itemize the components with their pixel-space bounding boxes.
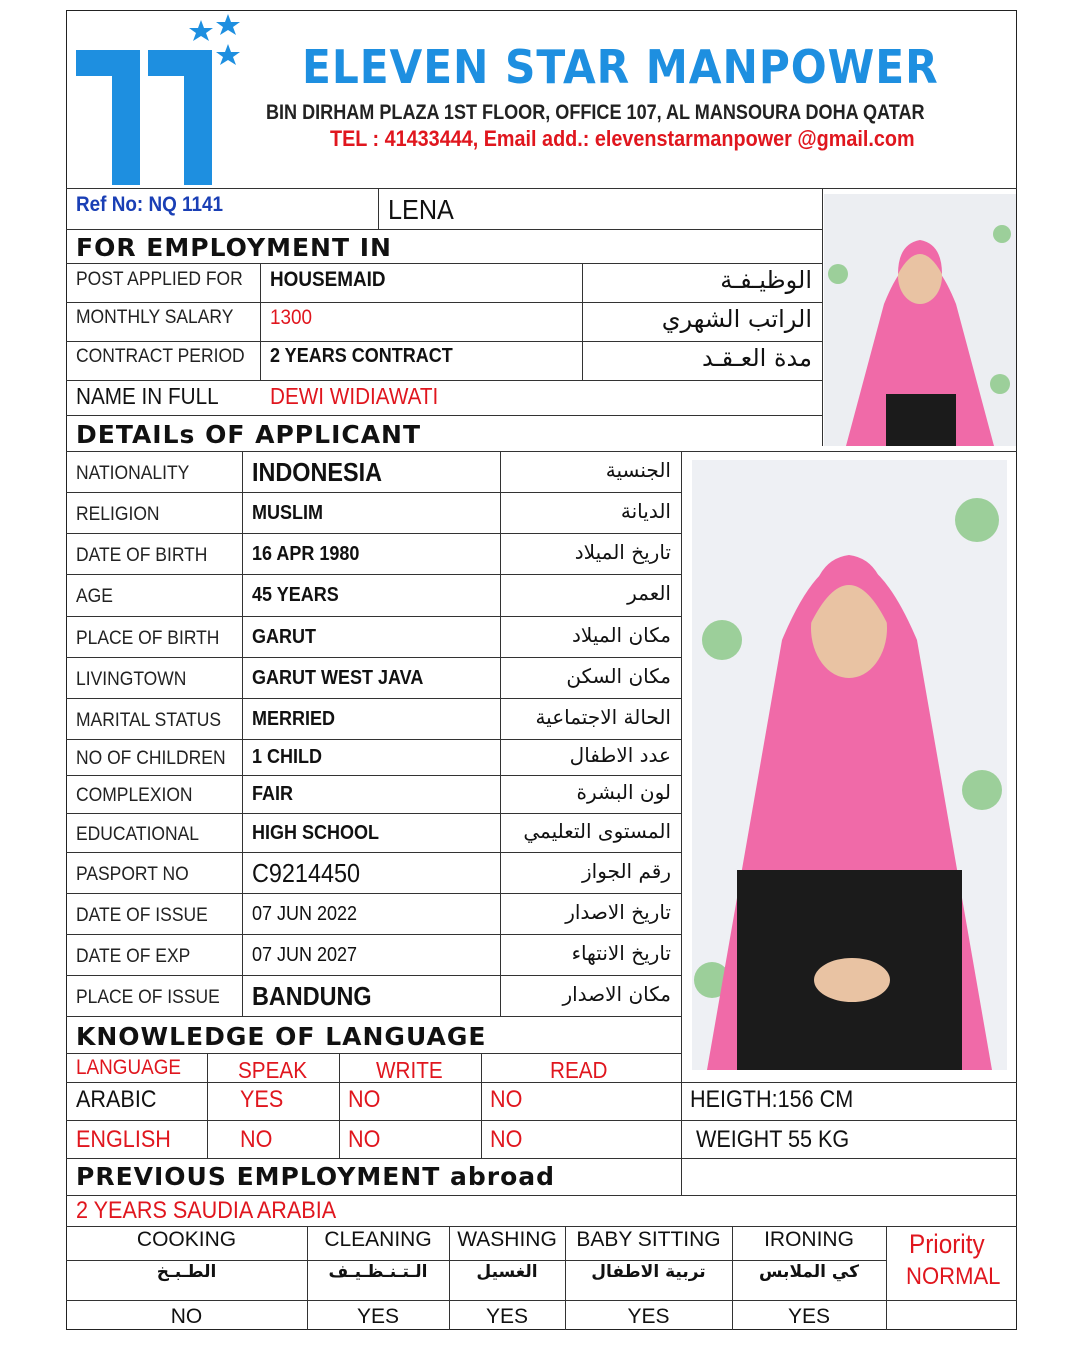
detail-arabic: المستوى التعليمي — [523, 818, 671, 843]
skill-label: IRONING — [764, 1228, 854, 1251]
full-name-label: NAME IN FULL — [76, 383, 219, 409]
first-name: LENA — [388, 194, 454, 225]
employment-value: 1300 — [270, 306, 313, 329]
detail-arabic: لون البشرة — [576, 780, 671, 804]
full-name-value: DEWI WIDIAWATI — [270, 383, 439, 409]
detail-label: COMPLEXION — [76, 785, 193, 806]
detail-label: NO OF CHILDREN — [76, 748, 226, 769]
employment-label: CONTRACT PERIOD — [76, 346, 245, 367]
detail-arabic: مكان الميلاد — [572, 622, 671, 647]
detail-arabic: الديانة — [620, 498, 671, 523]
detail-arabic: عدد الاطفال — [569, 743, 671, 767]
detail-arabic: مكان الاصدار — [562, 981, 671, 1006]
language-name: ARABIC — [76, 1086, 157, 1113]
employment-value: HOUSEMAID — [270, 268, 386, 291]
detail-label: LIVINGTOWN — [76, 668, 187, 690]
language-level: NO — [490, 1126, 523, 1153]
language-name: ENGLISH — [76, 1126, 171, 1153]
skill-arabic: الغسيل — [476, 1262, 538, 1282]
previous-employment-value: 2 YEARS SAUDIA ARABIA — [76, 1197, 337, 1224]
skill-value: YES — [627, 1305, 670, 1328]
employment-arabic: الراتب الشهري — [661, 305, 812, 333]
skill-arabic: الـتـنـظـيـف — [328, 1262, 428, 1282]
detail-value: 07 JUN 2022 — [252, 902, 358, 925]
skill-value: YES — [356, 1305, 400, 1328]
detail-arabic: رقم الجواز — [582, 858, 671, 883]
detail-label: DATE OF EXP — [76, 945, 191, 967]
skill-label: WASHING — [457, 1228, 557, 1251]
detail-value: INDONESIA — [252, 456, 383, 487]
employment-label: MONTHLY SALARY — [76, 307, 234, 328]
language-level: NO — [490, 1086, 523, 1113]
detail-value: GARUT — [252, 625, 316, 648]
detail-value: HIGH SCHOOL — [252, 821, 380, 844]
priority-value: NORMAL — [906, 1263, 1001, 1290]
language-level: NO — [240, 1126, 273, 1153]
detail-value: BANDUNG — [252, 980, 372, 1011]
language-level: NO — [348, 1126, 381, 1153]
language-heading: KNOWLEDGE OF LANGUAGE — [76, 1022, 487, 1051]
detail-value: MUSLIM — [252, 501, 324, 524]
skill-label: BABY SITTING — [576, 1228, 721, 1251]
detail-label: RELIGION — [76, 503, 160, 525]
detail-arabic: تاريخ الانتهاء — [571, 940, 671, 965]
detail-arabic: تاريخ الاصدار — [565, 899, 671, 924]
skill-value: YES — [485, 1305, 529, 1328]
company-name: ELEVEN STAR MANPOWER — [302, 40, 939, 94]
skill-arabic: تربية الاطفال — [591, 1262, 706, 1282]
detail-value: 07 JUN 2027 — [252, 943, 358, 966]
skill-label: CLEANING — [324, 1228, 432, 1251]
detail-arabic: تاريخ الميلاد — [574, 539, 671, 564]
previous-heading: PREVIOUS EMPLOYMENT abroad — [76, 1162, 556, 1191]
detail-label: EDUCATIONAL — [76, 823, 200, 845]
detail-value: C9214450 — [252, 857, 360, 888]
detail-label: DATE OF ISSUE — [76, 904, 208, 926]
employment-heading: FOR EMPLOYMENT IN — [76, 233, 392, 262]
skill-value: NO — [170, 1305, 203, 1328]
detail-value: GARUT WEST JAVA — [252, 666, 424, 689]
detail-arabic: الحالة الاجتماعية — [535, 704, 671, 729]
detail-label: AGE — [76, 586, 113, 607]
detail-arabic: العمر — [627, 581, 671, 605]
skill-value: YES — [787, 1305, 831, 1328]
skill-arabic: الطـبـخ — [156, 1262, 217, 1282]
detail-value: FAIR — [252, 783, 294, 805]
detail-value: 16 APR 1980 — [252, 542, 360, 565]
detail-label: NATIONALITY — [76, 462, 190, 484]
language-level: YES — [240, 1086, 284, 1113]
detail-value: 1 CHILD — [252, 746, 323, 768]
company-logo — [76, 12, 246, 187]
language-header: LANGUAGE — [76, 1056, 182, 1079]
ref-number: Ref No: NQ 1141 — [76, 193, 224, 216]
height-value: HEIGTH:156 CM — [690, 1086, 854, 1113]
language-level: NO — [348, 1086, 381, 1113]
details-heading: DETAILs OF APPLICANT — [76, 420, 422, 449]
employment-arabic: مدة العـقـد — [701, 344, 812, 372]
language-header: SPEAK — [238, 1057, 308, 1083]
employment-value: 2 YEARS CONTRACT — [270, 345, 453, 367]
detail-value: MERRIED — [252, 707, 336, 730]
detail-label: PLACE OF BIRTH — [76, 627, 220, 649]
priority-label: Priority — [909, 1229, 985, 1259]
detail-arabic: الجنسية — [605, 457, 671, 482]
detail-label: PASPORT NO — [76, 863, 189, 885]
employment-arabic: الوظيـفـة — [720, 266, 812, 294]
detail-arabic: مكان السكن — [566, 663, 671, 688]
applicant-portrait-photo — [824, 194, 1016, 446]
detail-value: 45 YEARS — [252, 584, 339, 606]
employment-label: POST APPLIED FOR — [76, 269, 243, 290]
weight-value: WEIGHT 55 KG — [696, 1126, 850, 1153]
detail-label: MARITAL STATUS — [76, 709, 222, 731]
detail-label: PLACE OF ISSUE — [76, 986, 220, 1008]
skill-label: COOKING — [136, 1228, 237, 1251]
language-header: WRITE — [376, 1057, 443, 1083]
company-address: BIN DIRHAM PLAZA 1ST FLOOR, OFFICE 107, AL MANSOURA DOHA QATAR — [266, 101, 925, 124]
language-header: READ — [550, 1057, 608, 1083]
company-contact: TEL : 41433444, Email add.: elevenstarmanpower @gmail.com — [330, 126, 915, 151]
skill-arabic: كي الملابس — [759, 1262, 859, 1282]
applicant-full-photo — [692, 460, 1007, 1070]
detail-label: DATE OF BIRTH — [76, 544, 208, 566]
